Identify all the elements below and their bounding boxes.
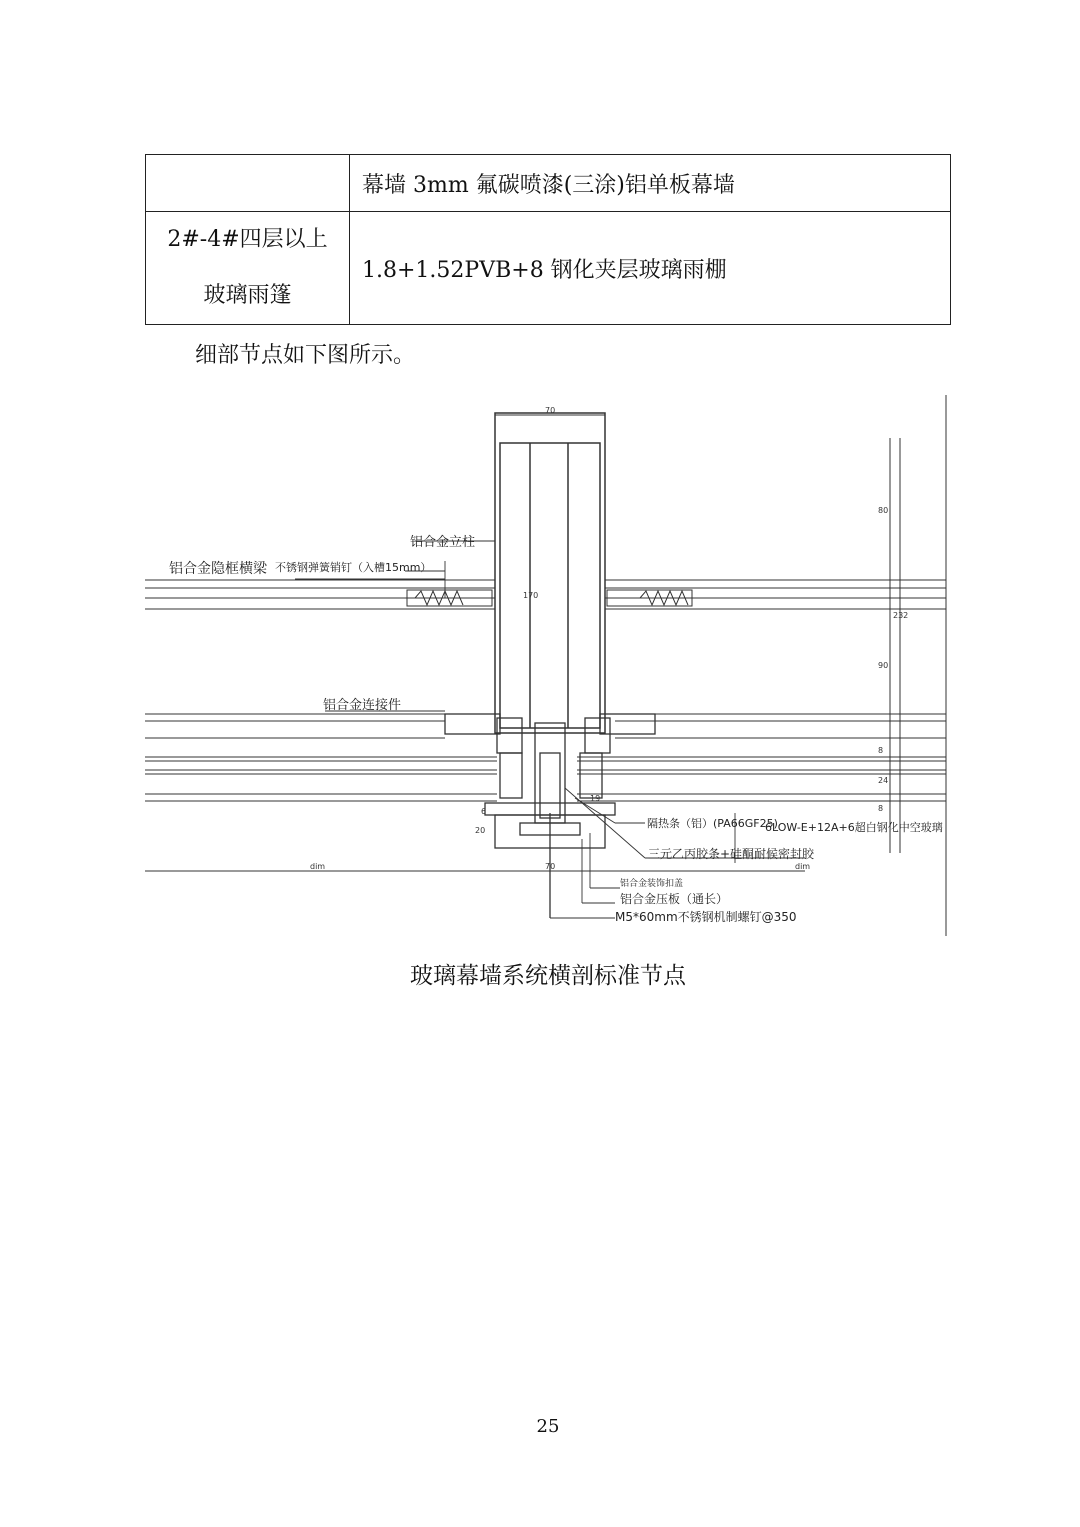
dim-top-width: 70 xyxy=(545,406,556,415)
dim-right: dim xyxy=(795,862,811,871)
dim-24: 24 xyxy=(878,776,889,785)
label-screw: M5*60mm不锈钢机制螺钉@350 xyxy=(615,910,797,924)
table-cell-category xyxy=(146,155,350,212)
right-beam xyxy=(605,580,946,738)
dim-8a: 8 xyxy=(878,746,884,755)
figure-caption: 玻璃幕墙系统横剖标准节点 xyxy=(410,963,686,989)
intro-text: 细部节点如下图所示。 xyxy=(195,343,416,368)
glass-right xyxy=(577,757,946,801)
label-connector: 铝合金连接件 xyxy=(323,698,402,713)
category-line-2: 玻璃雨篷 xyxy=(203,283,292,308)
dim-19: 19 xyxy=(590,794,601,803)
dim-80: 80 xyxy=(878,506,889,515)
section-drawing xyxy=(145,393,951,938)
label-cover-cap: 铝合金装饰扣盖 xyxy=(620,879,684,889)
dim-bottom-width: 70 xyxy=(545,862,556,871)
dim-20: 20 xyxy=(475,826,486,835)
table-row xyxy=(146,212,951,325)
dim-90: 90 xyxy=(878,661,889,670)
spec-table xyxy=(145,154,951,325)
table-cell-material: 1.8+1.52PVB+8 钢化夹层玻璃雨棚 xyxy=(350,212,951,325)
mullion xyxy=(495,413,605,733)
left-beam xyxy=(145,580,495,738)
label-insulation-strip: 隔热条（铝）(PA66GF25) xyxy=(647,817,778,830)
dim-170: 170 xyxy=(523,591,539,600)
table-cell-category xyxy=(146,212,350,325)
dim-232: 232 xyxy=(893,611,909,620)
glass-left xyxy=(145,757,497,801)
table-row xyxy=(146,155,951,212)
label-glass: 6LOW-E+12A+6超白钢化中空玻璃 xyxy=(765,821,943,834)
dim-8b: 8 xyxy=(878,804,884,813)
label-mullion: 铝合金立柱 xyxy=(410,535,476,550)
dim-left: dim xyxy=(310,862,326,871)
dim-lines-right xyxy=(890,438,900,853)
label-pressure-plate: 铝合金压板（通长） xyxy=(620,892,729,906)
label-epdm: 三元乙丙胶条+硅酮耐候密封胶 xyxy=(648,847,815,861)
label-hidden-frame: 铝合金隐框横梁 xyxy=(169,561,267,577)
dim-6: 6 xyxy=(481,807,487,816)
table-cell-material: 幕墙 3mm 氟碳喷漆(三涂)铝单板幕墙 xyxy=(350,155,951,212)
category-line-1: 2#-4#四层以上 xyxy=(167,227,328,252)
page-number: 25 xyxy=(536,1416,560,1437)
label-spring-pin: 不锈钢弹簧销钉（入槽15mm） xyxy=(275,561,432,574)
